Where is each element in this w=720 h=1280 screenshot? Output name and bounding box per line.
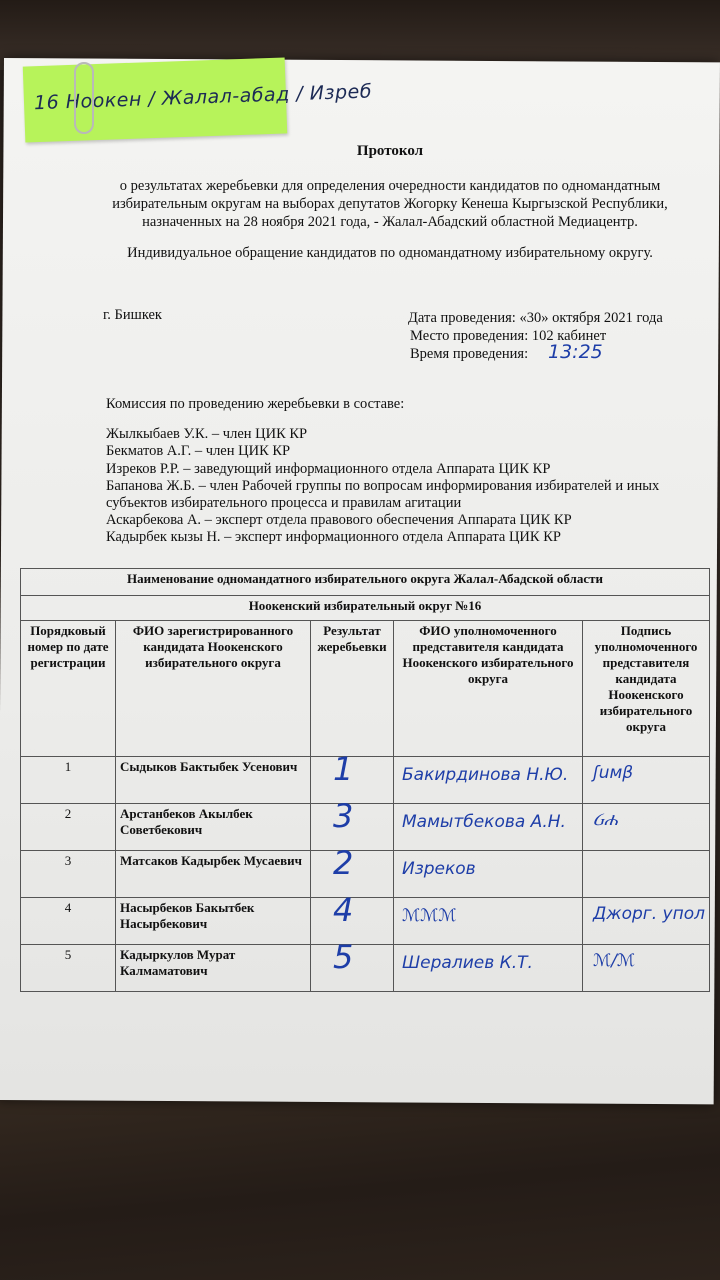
- row-number: 3: [21, 851, 116, 898]
- commission-member: Бекматов А.Г. – член ЦИК КР: [106, 443, 291, 459]
- signature: Ᏽሐ: [593, 810, 618, 830]
- draw-result-handwritten: 2: [333, 844, 354, 882]
- row-number: 5: [21, 945, 116, 992]
- row-number: 2: [21, 804, 116, 851]
- table-row: [21, 851, 710, 898]
- commission-intro: Комиссия по проведению жеребьевки в составе:: [106, 396, 405, 412]
- column-header-result: Результат жеребьевки: [311, 621, 394, 757]
- commission-member: Кадырбек кызы Н. – эксперт информационного отдела Аппарата ЦИК КР: [106, 529, 561, 545]
- representative-name-handwritten: Бакирдинова Н.Ю.: [402, 765, 569, 785]
- candidate-name: Насырбеков Бакытбек Насырбекович: [116, 898, 311, 945]
- table-row: [21, 898, 710, 945]
- region-header: Наименование одномандатного избирательного округа Жалал-Абадской области: [21, 569, 710, 596]
- row-number: 4: [21, 898, 116, 945]
- representative-name-handwritten: Шералиев К.Т.: [402, 953, 533, 973]
- time-label: Время проведения:: [410, 346, 529, 362]
- signature: ℳ/ℳ: [593, 951, 636, 971]
- commission-member: Изреков Р.Р. – заведующий информационного отдела Аппарата ЦИК КР: [106, 461, 551, 477]
- column-header-signature: Подпись уполномоченного представителя кандидата Ноокенского избирательного округа: [583, 621, 710, 757]
- draw-result-handwritten: 3: [333, 797, 354, 835]
- place: Место проведения: 102 кабинет: [410, 328, 607, 344]
- candidate-name: Сыдыков Бактыбек Усенович: [116, 757, 311, 804]
- signature: ʃuᴍβ: [593, 763, 634, 783]
- commission-member: Аскарбекова А. – эксперт отдела правового обеспечения Аппарата ЦИК КР: [106, 512, 572, 528]
- table-row: [21, 945, 710, 992]
- column-header-candidate: ФИО зарегистрированного кандидата Ноокенского избирательного округа: [116, 621, 311, 757]
- desk-background-bottom: [0, 1100, 720, 1280]
- city: г. Бишкек: [103, 307, 162, 323]
- subtitle-line: назначенных на 28 ноября 2021 года, - Жалал-Абадский областной Медиацентр.: [142, 214, 638, 230]
- representative-name-handwritten: ℳℳℳ: [402, 906, 457, 926]
- table-row: [21, 804, 710, 851]
- subtitle-line: о результатах жеребьевки для определения очередности кандидатов по одномандатным: [119, 178, 661, 194]
- sticky-note: 16 Ноокен / Жалал-абад / Изреб: [23, 57, 287, 142]
- appeal-text: Индивидуальное обращение кандидатов по одномандатному избирательному округу.: [127, 245, 653, 261]
- time-value-handwritten: 13:25: [548, 341, 603, 363]
- commission-member: субъектов избирательного процесса и правилам агитации: [106, 495, 462, 511]
- paper-clip-icon: [74, 62, 94, 134]
- row-number: 1: [21, 757, 116, 804]
- draw-result-handwritten: 1: [333, 750, 354, 788]
- draw-result-handwritten: 5: [333, 938, 354, 976]
- representative-name-handwritten: Изреков: [402, 859, 476, 879]
- candidate-name: Матсаков Кадырбек Мусаевич: [116, 851, 311, 898]
- signature: Джорг. упол: [593, 904, 705, 924]
- document-title: Протокол: [356, 143, 424, 159]
- table-row: [21, 757, 710, 804]
- column-header-representative: ФИО уполномоченного представителя кандидата Ноокенского избирательного округа: [394, 621, 583, 757]
- district-header: Ноокенский избирательный округ №16: [21, 596, 710, 621]
- draw-results-table: [20, 568, 710, 992]
- commission-member: Жылкыбаев У.К. – член ЦИК КР: [106, 426, 308, 442]
- subtitle-line: избирательным округам на выборах депутатов Жогорку Кенеша Кыргызской Республики,: [112, 196, 668, 212]
- candidate-name: Арстанбеков Акылбек Советбекович: [116, 804, 311, 851]
- draw-result-handwritten: 4: [333, 891, 354, 929]
- candidate-name: Кадыркулов Мурат Калмаматович: [116, 945, 311, 992]
- commission-member: Бапанова Ж.Б. – член Рабочей группы по вопросам информирования избирателей и иных: [106, 478, 660, 494]
- date: Дата проведения: «30» октября 2021 года: [408, 310, 663, 326]
- column-header-number: Порядковый номер по дате регистрации: [21, 621, 116, 757]
- representative-name-handwritten: Мамытбекова А.Н.: [402, 812, 566, 832]
